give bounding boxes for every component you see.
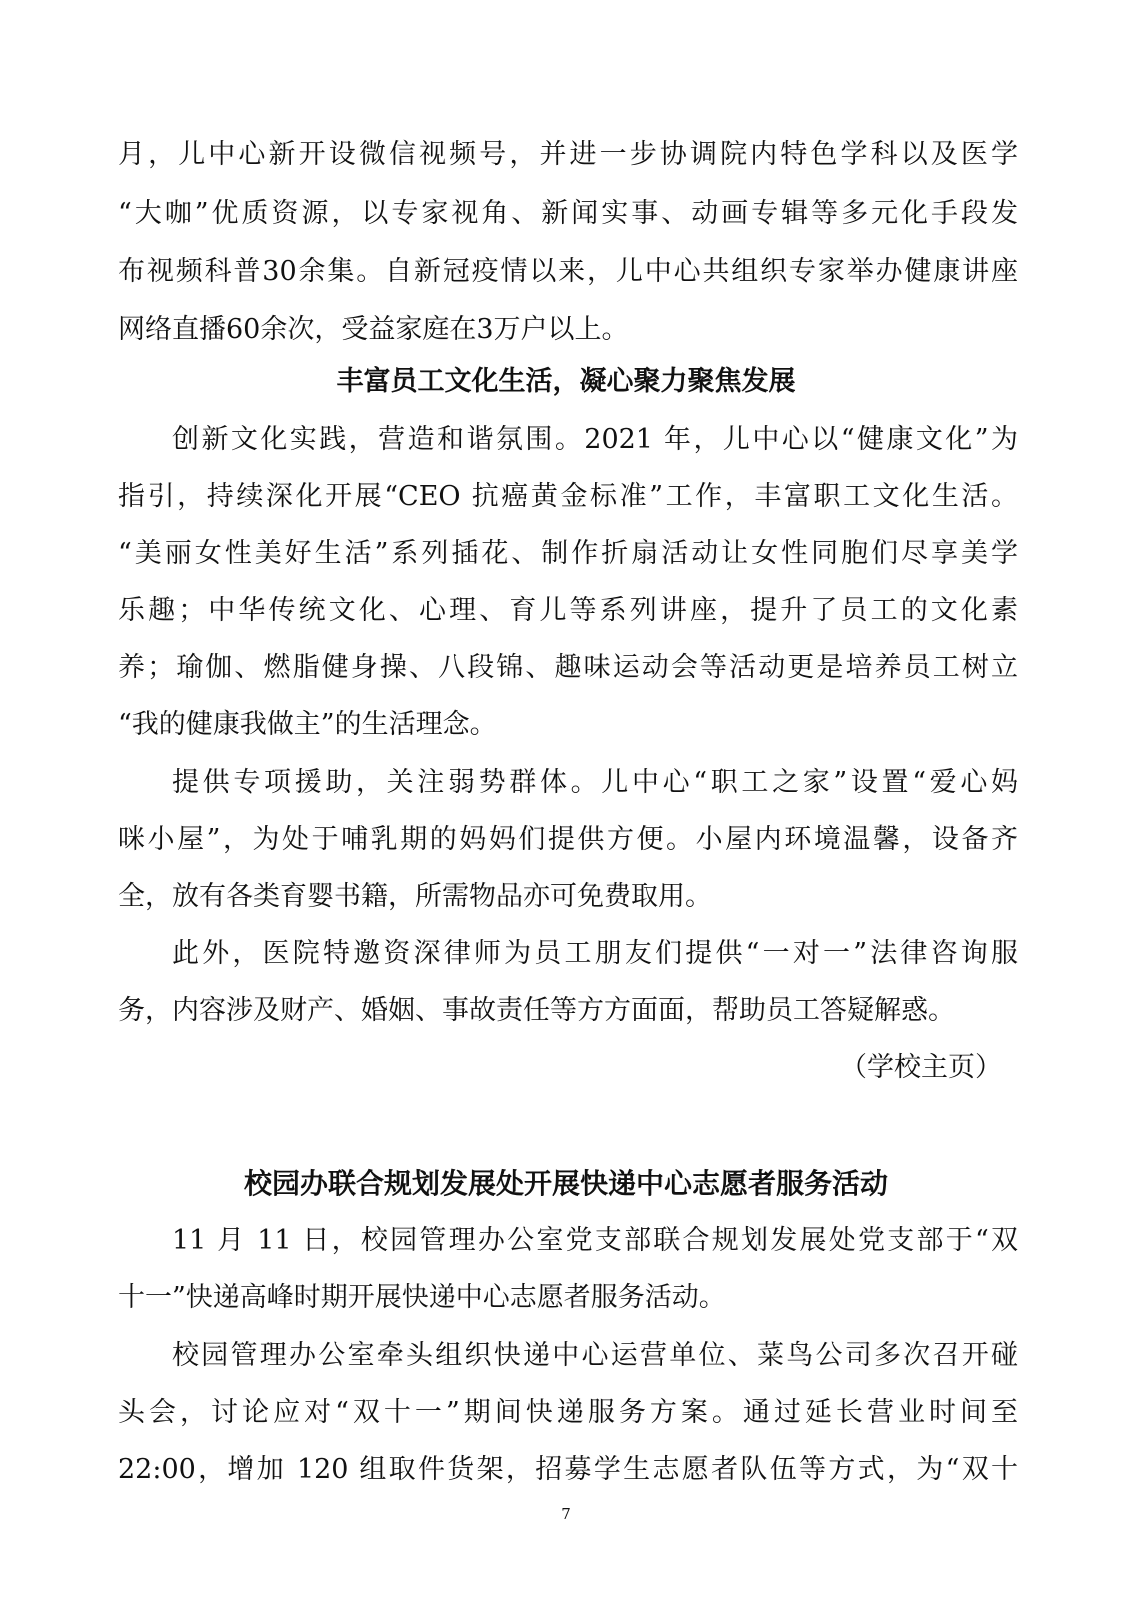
paragraph-line: 月，儿中心新开设微信视频号，并进一步协调院内特色学科以及医学 xyxy=(118,139,1018,170)
paragraph-line: “美丽女性美好生活”系列插花、制作折扇活动让女性同胞们尽享美学 xyxy=(118,538,1018,569)
paragraph-line: 布视频科普30余集。自新冠疫情以来，儿中心共组织专家举办健康讲座 xyxy=(118,256,1018,287)
paragraph-line: 指引，持续深化开展“CEO 抗癌黄金标准”工作，丰富职工文化生活。 xyxy=(118,481,1018,512)
article-title: 校园办联合规划发展处开展快递中心志愿者服务活动 xyxy=(243,1167,888,1200)
paragraph-line: 务，内容涉及财产、婚姻、事故责任等方方面面，帮助员工答疑解惑。 xyxy=(118,995,955,1026)
paragraph-line: 头会，讨论应对“双十一”期间快递服务方案。通过延长营业时间至 xyxy=(118,1397,1018,1428)
paragraph-line: 乐趣；中华传统文化、心理、育儿等系列讲座，提升了员工的文化素 xyxy=(118,595,1018,626)
paragraph-line: 创新文化实践，营造和谐氛围。2021 年，儿中心以“健康文化”为 xyxy=(172,424,1018,455)
paragraph-line: 校园管理办公室牵头组织快递中心运营单位、菜鸟公司多次召开碰 xyxy=(172,1340,1018,1371)
paragraph-line: 十一”快递高峰时期开展快递中心志愿者服务活动。 xyxy=(118,1282,726,1313)
paragraph-line: “大咖”优质资源，以专家视角、新闻实事、动画专辑等多元化手段发 xyxy=(118,198,1018,229)
paragraph-line: 网络直播60余次，受益家庭在3万户以上。 xyxy=(118,314,629,345)
paragraph-line: 22:00，增加 120 组取件货架，招募学生志愿者队伍等方式，为“双十 xyxy=(118,1454,1018,1485)
paragraph-line: 11 月 11 日，校园管理办公室党支部联合规划发展处党支部于“双 xyxy=(172,1225,1018,1256)
section-heading: 丰富员工文化生活，凝心聚力聚焦发展 xyxy=(336,366,796,397)
source-attribution: （学校主页） xyxy=(840,1052,1002,1083)
page-number: 7 xyxy=(561,1505,571,1523)
paragraph-line: 全，放有各类育婴书籍，所需物品亦可免费取用。 xyxy=(118,881,712,912)
paragraph-line: “我的健康我做主”的生活理念。 xyxy=(118,709,497,740)
paragraph-line: 养；瑜伽、燃脂健身操、八段锦、趣味运动会等活动更是培养员工树立 xyxy=(118,652,1018,683)
paragraph-line: 咪小屋”，为处于哺乳期的妈妈们提供方便。小屋内环境温馨，设备齐 xyxy=(118,824,1018,855)
paragraph-line: 此外，医院特邀资深律师为员工朋友们提供“一对一”法律咨询服 xyxy=(172,938,1018,969)
paragraph-line: 提供专项援助，关注弱势群体。儿中心“职工之家”设置“爱心妈 xyxy=(172,767,1018,798)
